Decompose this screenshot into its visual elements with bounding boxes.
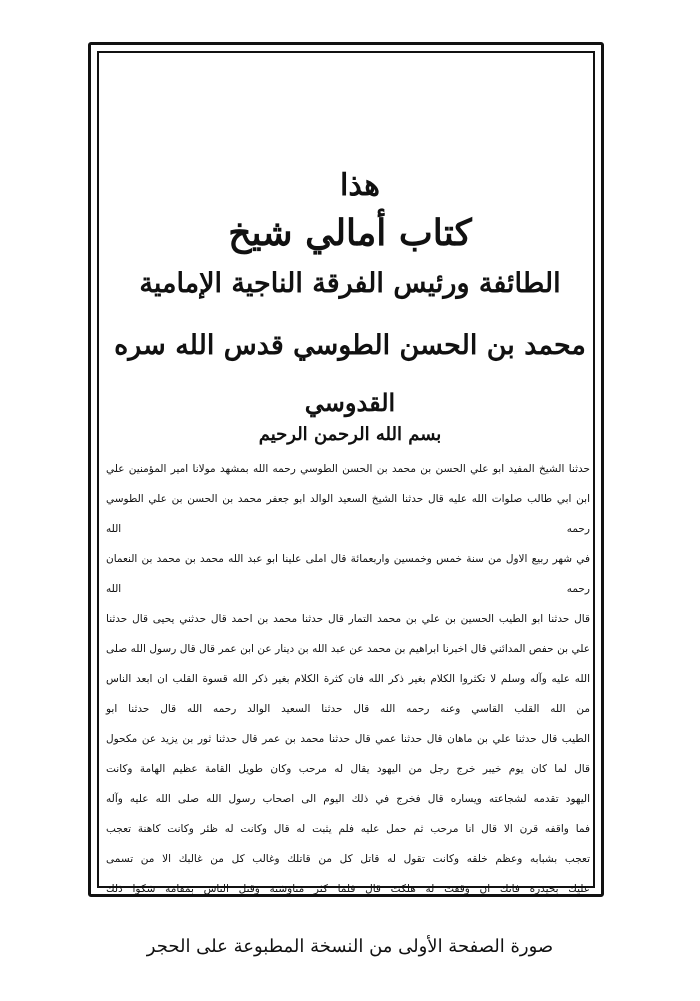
title-line-4: محمد بن الحسن الطوسي قدس الله سره	[114, 330, 586, 361]
body-line: علي بن حفص المدائني قال اخبرنا ابراهيم بن محمد عن عبد الله بن دينار عن ابن عمر قال قال رسول الله صلى	[106, 643, 590, 655]
title-line-5: القدوسي	[304, 388, 396, 417]
image-caption: صورة الصفحة الأولى من النسخة المطبوعة على الحجر	[146, 936, 554, 957]
body-line: قال لما كان يوم خيبر خرج رجل من اليهود يقال له مرحب وكان طويل القامة عظيم الهامة وكانت	[106, 763, 590, 775]
body-line: الله عليه وآله وسلم لا تكثروا الكلام بغير ذكر الله فان كثرة الكلام بغير ذكر الله قسوة القلب ان ابعد الناس	[106, 673, 590, 685]
body-line: فما واقفه قرن الا قال انا مرحب ثم حمل عليه فلم يثبت له قال وكانت له ظئر وكانت كاهنة تعجب	[106, 823, 590, 835]
body-line: ابن ابي طالب صلوات الله عليه قال حدثنا الشيخ السعيد الوالد ابو جعفر محمد بن الحسن بن علي الطوسي رحمه الله	[106, 493, 590, 535]
title-line-2: كتاب أمالي شيخ	[228, 212, 472, 254]
body-line: قال حدثنا ابو الطيب الحسين بن علي بن محمد التمار قال حدثنا محمد بن احمد قال حدثني يحيى قال حدثنا	[106, 613, 590, 625]
body-line: تعجب بشبابه وعظم خلقه وكانت تقول له قاتل كل من قاتلك وغالب كل من غالبك الا من تسمى	[106, 853, 590, 865]
body-line: حدثنا الشيخ المفيد ابو علي الحسن بن محمد بن الحسن الطوسي رحمه الله بمشهد مولانا امير المؤمنين علي	[106, 463, 590, 475]
title-line-1: هذا	[340, 168, 380, 203]
body-line: الطيب قال حدثنا علي بن ماهان قال حدثنا عمي قال حدثنا محمد بن عمر قال حدثنا ثور بن يزيد عن مكحول	[106, 733, 590, 745]
title-line-3: الطائفة ورئيس الفرقة الناجية الإمامية	[139, 268, 561, 299]
body-line: في شهر ربيع الاول من سنة خمس وخمسين واربعمائة قال املى علينا ابو عبد الله محمد بن محمد بن النعمان رحمه الله	[106, 553, 590, 595]
body-line: اليهود تقدمه لشجاعته ويساره قال فخرج في ذلك اليوم الى اصحاب رسول الله صلى الله عليه وآله	[106, 793, 590, 805]
body-text	[106, 454, 590, 904]
body-line: من الله القلب القاسي وعنه رحمه الله قال حدثنا السعيد الوالد رحمه الله قال حدثنا ابو	[106, 703, 590, 715]
basmala: بسم الله الرحمن الرحيم	[258, 424, 442, 445]
body-line: عليك بحيدرة فانك ان وقفت له هلكت قال فلما كثر مناوشته وقتل الناس بمقامه شكوا ذلك	[106, 883, 590, 895]
